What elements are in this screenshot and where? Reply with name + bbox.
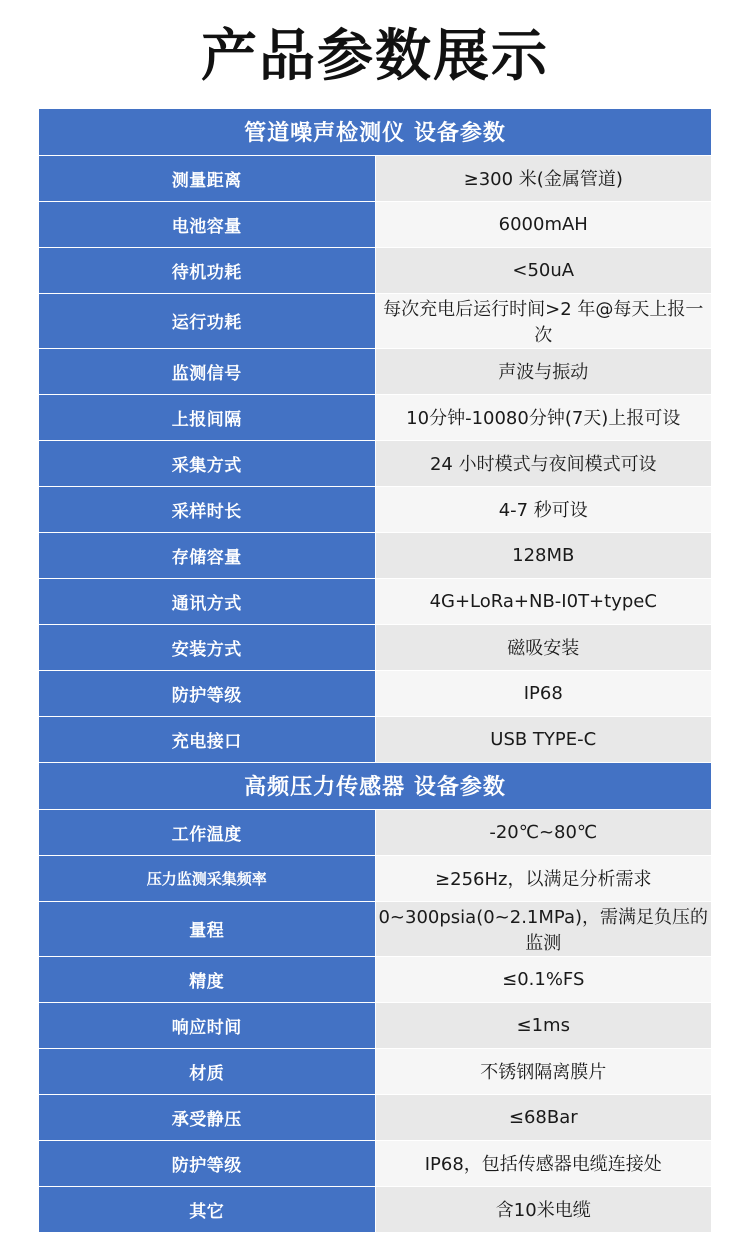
table-row bbox=[39, 670, 712, 716]
spec-label: 上报间隔 bbox=[39, 394, 376, 440]
spec-value: ≤0.1%FS bbox=[375, 956, 712, 1002]
table-row bbox=[39, 716, 712, 762]
spec-label: 其它 bbox=[39, 1186, 376, 1232]
spec-table bbox=[38, 108, 712, 1233]
spec-value: 24 小时模式与夜间模式可设 bbox=[375, 440, 712, 486]
spec-label: 防护等级 bbox=[39, 670, 376, 716]
spec-value: 含10米电缆 bbox=[375, 1186, 712, 1232]
spec-value: 128MB bbox=[375, 532, 712, 578]
spec-value: 0~300psia(0~2.1MPa)，需满足负压的监测 bbox=[375, 901, 712, 956]
spec-label: 待机功耗 bbox=[39, 247, 376, 293]
spec-value: 4G+LoRa+NB-I0T+typeC bbox=[375, 578, 712, 624]
table-row bbox=[39, 486, 712, 532]
table-row bbox=[39, 1002, 712, 1048]
table-row bbox=[39, 901, 712, 956]
table-row bbox=[39, 348, 712, 394]
spec-label: 压力监测采集频率 bbox=[39, 855, 376, 901]
spec-value: 10分钟-10080分钟(7天)上报可设 bbox=[375, 394, 712, 440]
spec-label: 电池容量 bbox=[39, 201, 376, 247]
table-row bbox=[39, 155, 712, 201]
spec-label: 响应时间 bbox=[39, 1002, 376, 1048]
spec-value: -20℃~80℃ bbox=[375, 809, 712, 855]
spec-value: 声波与振动 bbox=[375, 348, 712, 394]
spec-label: 精度 bbox=[39, 956, 376, 1002]
page-title: 产品参数展示 bbox=[201, 24, 549, 89]
spec-label: 采样时长 bbox=[39, 486, 376, 532]
table-row bbox=[39, 247, 712, 293]
spec-label: 安装方式 bbox=[39, 624, 376, 670]
spec-label: 通讯方式 bbox=[39, 578, 376, 624]
spec-label: 防护等级 bbox=[39, 1140, 376, 1186]
spec-value: 不锈钢隔离膜片 bbox=[375, 1048, 712, 1094]
spec-value: 6000mAH bbox=[375, 201, 712, 247]
spec-table-container bbox=[38, 108, 712, 1233]
table-row bbox=[39, 1094, 712, 1140]
spec-section-header-row bbox=[39, 108, 712, 155]
spec-value: ≤1ms bbox=[375, 1002, 712, 1048]
spec-value: 每次充电后运行时间>2 年@每天上报一次 bbox=[375, 293, 712, 348]
spec-label: 采集方式 bbox=[39, 440, 376, 486]
spec-section-header-row bbox=[39, 762, 712, 809]
table-row bbox=[39, 532, 712, 578]
table-row bbox=[39, 440, 712, 486]
table-row bbox=[39, 809, 712, 855]
spec-label: 工作温度 bbox=[39, 809, 376, 855]
table-row bbox=[39, 578, 712, 624]
spec-section-title: 高频压力传感器 设备参数 bbox=[39, 762, 712, 809]
table-row bbox=[39, 293, 712, 348]
table-row bbox=[39, 394, 712, 440]
spec-value: IP68，包括传感器电缆连接处 bbox=[375, 1140, 712, 1186]
spec-label: 充电接口 bbox=[39, 716, 376, 762]
spec-label: 运行功耗 bbox=[39, 293, 376, 348]
spec-value: ≥256Hz，以满足分析需求 bbox=[375, 855, 712, 901]
spec-value: ≥300 米(金属管道) bbox=[375, 155, 712, 201]
spec-label: 承受静压 bbox=[39, 1094, 376, 1140]
spec-label: 量程 bbox=[39, 901, 376, 956]
spec-value: 磁吸安装 bbox=[375, 624, 712, 670]
table-row bbox=[39, 1186, 712, 1232]
spec-value: <50uA bbox=[375, 247, 712, 293]
spec-label: 存储容量 bbox=[39, 532, 376, 578]
spec-value: IP68 bbox=[375, 670, 712, 716]
spec-table-body bbox=[39, 108, 712, 1232]
spec-label: 材质 bbox=[39, 1048, 376, 1094]
table-row bbox=[39, 1140, 712, 1186]
spec-label: 监测信号 bbox=[39, 348, 376, 394]
spec-section-title: 管道噪声检测仪 设备参数 bbox=[39, 108, 712, 155]
table-row bbox=[39, 956, 712, 1002]
table-row bbox=[39, 855, 712, 901]
spec-value: ≤68Bar bbox=[375, 1094, 712, 1140]
table-row bbox=[39, 201, 712, 247]
table-row bbox=[39, 624, 712, 670]
table-row bbox=[39, 1048, 712, 1094]
spec-label: 测量距离 bbox=[39, 155, 376, 201]
spec-value: 4-7 秒可设 bbox=[375, 486, 712, 532]
spec-value: USB TYPE-C bbox=[375, 716, 712, 762]
